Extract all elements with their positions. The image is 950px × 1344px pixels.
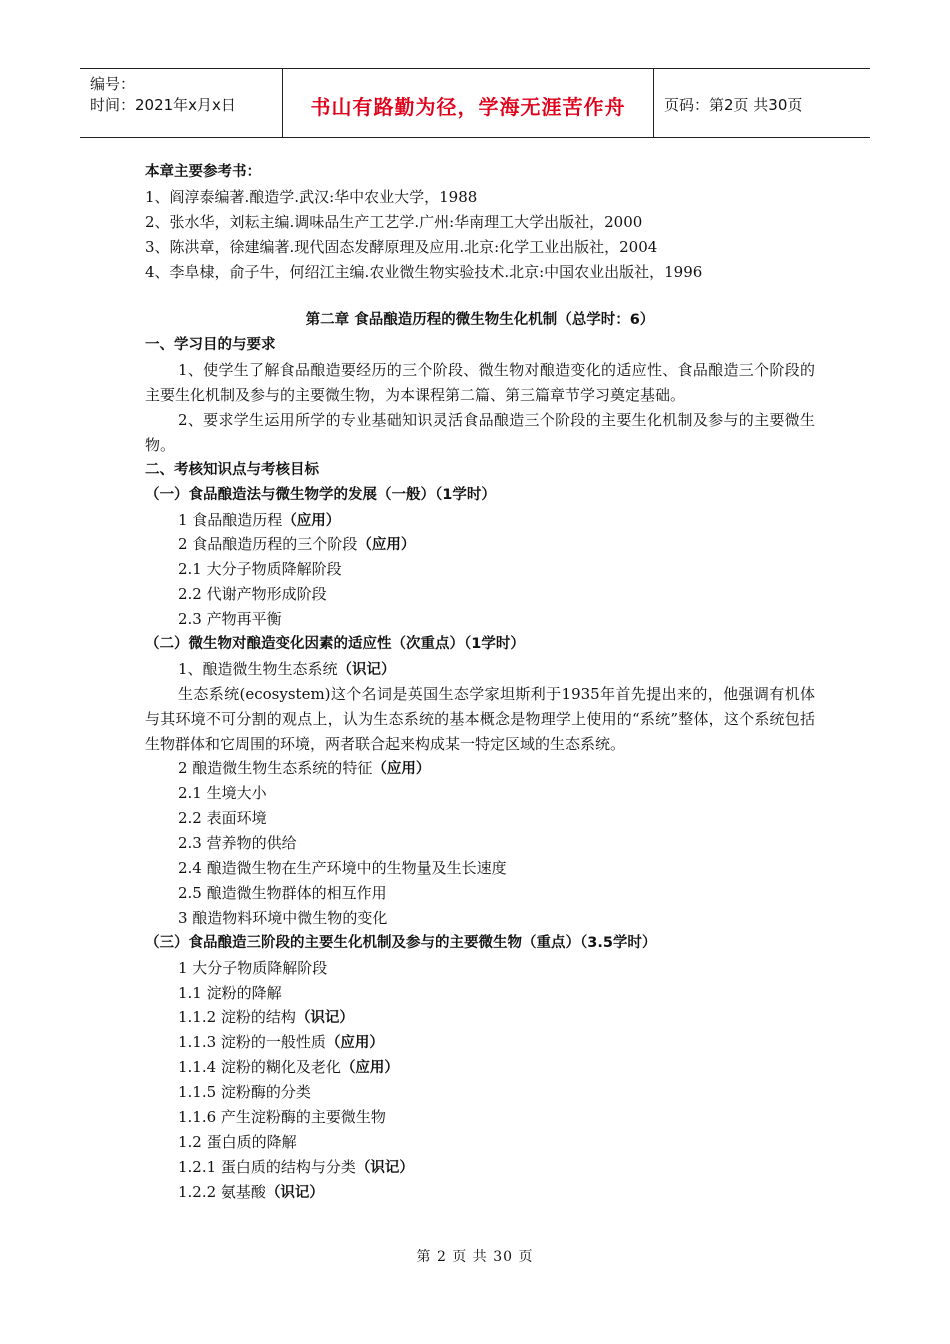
list-item: [145, 1105, 815, 1130]
list-item: [145, 756, 815, 781]
subsection-3-list: [145, 956, 815, 1205]
item-tag: （应用）: [340, 1060, 399, 1077]
list-item: [145, 557, 815, 582]
reference-item: 4、李阜棣，俞子牛，何绍江主编.农业微生物实验技术.北京:中国农业出版社，1996: [145, 262, 703, 281]
list-item: [145, 1180, 815, 1205]
list-item: [145, 1030, 815, 1055]
list-item: [145, 806, 815, 831]
item-tag: （应用）: [282, 512, 341, 529]
item-text: 2.1 大分子物质降解阶段: [178, 560, 342, 579]
section-1-paragraph-2: 2、要求学生运用所学的专业基础知识灵活食品酿造三个阶段的主要生化机制及参与的主要微生物。: [145, 410, 815, 454]
list-item: [145, 1155, 815, 1180]
ecosystem-paragraph: 生态系统(ecosystem)这个名词是英国生态学家坦斯利于1935年首先提出来的，他强调有机体与其环境不可分割的观点上，认为生态系统的基本概念是物理学上使用的“系统”整体，这个系统包括生物群体和它周围的环境，两者联合起来构成某一特定区域的生态系统。: [145, 684, 815, 753]
item-tag: （识记）: [295, 1010, 354, 1027]
item-text: 3 酿造物料环境中微生物的变化: [178, 908, 388, 927]
header-left-cell: [80, 69, 283, 137]
subsection-2-list: [145, 756, 815, 930]
list-item: [145, 1005, 815, 1030]
item-tag: （应用）: [325, 1035, 384, 1052]
list-item: [145, 1080, 815, 1105]
list-item: [145, 1055, 815, 1080]
reference-item: 3、陈洪章，徐建编著.现代固态发酵原理及应用.北京:化学工业出版社，2004: [145, 237, 658, 256]
subsection-3-title: （三）食品酿造三阶段的主要生化机制及参与的主要微生物（重点）（3.5学时）: [145, 934, 657, 951]
references-title: 本章主要参考书：: [145, 164, 261, 180]
header-motto: 书山有路勤为径，学海无涯苦作舟: [310, 95, 626, 119]
list-item: [145, 1130, 815, 1155]
item-text: 1 食品酿造历程: [178, 510, 283, 529]
item-text: 2.4 酿造微生物在生产环境中的生物量及生长速度: [178, 859, 507, 878]
item-tag: （识记）: [337, 661, 396, 678]
item-text: 2.3 营养物的供给: [178, 834, 297, 853]
page-header: [80, 68, 870, 138]
item-tag: （识记）: [355, 1159, 414, 1176]
item-text: 2.5 酿造微生物群体的相互作用: [178, 883, 387, 902]
document-body: [145, 160, 815, 1205]
list-item: [145, 856, 815, 881]
header-page-info: 页码：第2页 共30页: [664, 96, 803, 114]
chapter-title: 第二章 食品酿造历程的微生物生化机制（总学时：6）: [305, 312, 655, 329]
item-text: 2 食品酿造历程的三个阶段: [178, 535, 358, 554]
item-text: 2.3 产物再平衡: [178, 610, 282, 629]
document-date: 时间：2021年x月x日: [90, 96, 236, 114]
item-text: 1.1.3 淀粉的一般性质: [178, 1033, 326, 1052]
list-item: [145, 532, 815, 557]
item-text: 1.2.1 蛋白质的结构与分类: [178, 1157, 356, 1176]
header-right-cell: [654, 69, 870, 137]
list-item: [145, 981, 815, 1006]
reference-item: 2、张水华，刘耘主编.调味品生产工艺学.广州:华南理工大学出版社，2000: [145, 212, 643, 231]
section-2-title: 二、考核知识点与考核目标: [145, 461, 319, 478]
item-tag: （识记）: [265, 1184, 324, 1201]
item-text: 1、酿造微生物生态系统: [178, 659, 338, 678]
item-tag: （应用）: [372, 761, 431, 778]
item-text: 1.1.6 产生淀粉酶的主要微生物: [178, 1107, 386, 1126]
list-item: [145, 831, 815, 856]
item-text: 1 大分子物质降解阶段: [178, 958, 328, 977]
item-text: 1.2 蛋白质的降解: [178, 1132, 297, 1151]
document-number-label: 编号：: [90, 75, 136, 93]
section-1-paragraph-1: 1、使学生了解食品酿造要经历的三个阶段、微生物对酿造变化的适应性、食品酿造三个阶段的主要生化机制及参与的主要微生物，为本课程第二篇、第三篇章节学习奠定基础。: [145, 361, 815, 405]
item-text: 1.1.2 淀粉的结构: [178, 1008, 296, 1027]
item-text: 1.1.4 淀粉的糊化及老化: [178, 1058, 341, 1077]
list-item: [145, 906, 815, 931]
list-item: [145, 781, 815, 806]
item-text: 1.1 淀粉的降解: [178, 983, 282, 1002]
list-item: [145, 956, 815, 981]
item-text: 2.2 表面环境: [178, 809, 267, 828]
list-item: [145, 582, 815, 607]
list-item: [145, 881, 815, 906]
page-footer: 第 2 页 共 30 页: [416, 1249, 534, 1265]
section-1-title: 一、学习目的与要求: [145, 337, 276, 354]
item-text: 2 酿造微生物生态系统的特征: [178, 759, 373, 778]
list-item: [145, 607, 815, 632]
item-text: 2.1 生境大小: [178, 784, 267, 803]
subsection-1-title: （一）食品酿造法与微生物学的发展（一般）（1学时）: [145, 486, 496, 503]
list-item: [145, 657, 815, 682]
reference-item: 1、阎淳泰编著.酿造学.武汉:华中农业大学，1988: [145, 187, 478, 206]
subsection-1-list: [145, 508, 815, 632]
item-text: 2.2 代谢产物形成阶段: [178, 585, 327, 604]
item-text: 1.2.2 氨基酸: [178, 1182, 266, 1201]
spacer: [145, 284, 815, 309]
list-item: [145, 508, 815, 533]
item-tag: （应用）: [357, 537, 416, 554]
item-text: 1.1.5 淀粉酶的分类: [178, 1083, 311, 1102]
subsection-2-title: （二）微生物对酿造变化因素的适应性（次重点）（1学时）: [145, 635, 525, 652]
header-middle-cell: [283, 69, 654, 137]
